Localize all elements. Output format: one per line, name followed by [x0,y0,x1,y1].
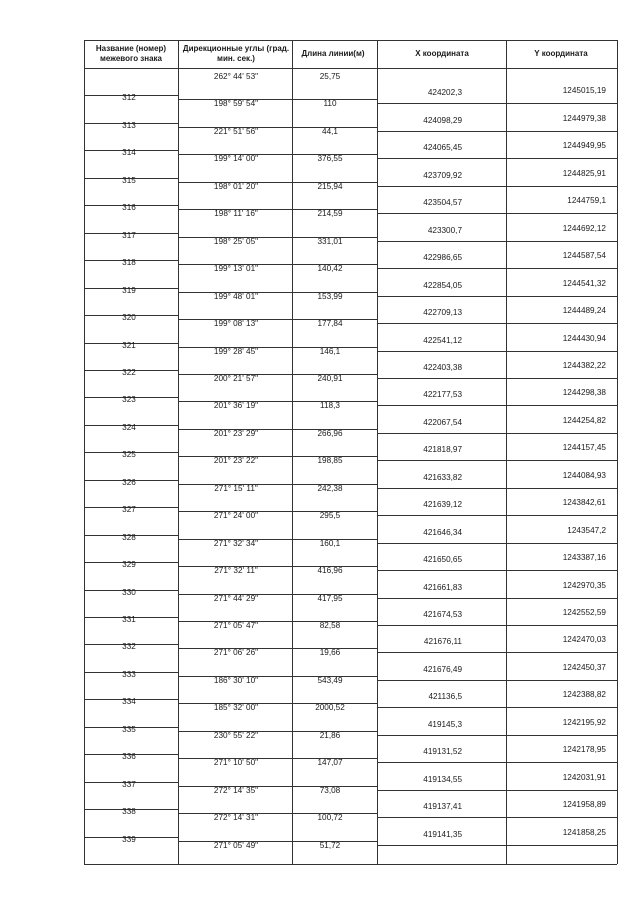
point-x: 422177,53 [423,390,462,399]
segment-length: 21,86 [319,731,341,740]
segment-length: 51,72 [319,841,341,850]
point-name: 327 [122,505,136,514]
point-name: 317 [122,231,136,240]
point-name: 337 [122,780,136,789]
grid-line [506,186,617,187]
point-x: 421136,5 [428,692,462,701]
point-y: 1244541,32 [562,279,606,288]
point-x: 422986,65 [423,253,462,262]
segment-length: 376,55 [317,154,343,163]
point-name: 313 [122,121,136,130]
point-x: 424065,45 [423,143,462,152]
point-x: 422067,54 [423,418,462,427]
grid-line [377,405,506,406]
point-name: 318 [122,258,136,267]
point-y: 1244825,91 [562,169,606,178]
grid-line [377,186,506,187]
point-name: 331 [122,615,136,624]
point-x: 419134,55 [423,775,462,784]
point-name: 322 [122,368,136,377]
grid-line [506,241,617,242]
point-y: 1243842,61 [562,498,606,507]
point-name: 332 [122,642,136,651]
point-y: 1245015,19 [562,86,606,95]
grid-line [506,268,617,269]
point-name: 339 [122,835,136,844]
segment-length: 160,1 [319,539,341,548]
point-name: 314 [122,148,136,157]
grid-line [377,817,506,818]
segment-length: 82,58 [319,621,341,630]
point-y: 1244382,22 [562,361,606,370]
grid-line [377,543,506,544]
point-name: 336 [122,752,136,761]
point-x: 421633,82 [423,473,462,482]
point-y: 1244084,93 [562,471,606,480]
segment-length: 266,96 [317,429,343,438]
grid-line [506,762,617,763]
segment-angle: 201° 23' 22" [213,456,259,465]
segment-angle: 262° 44' 53" [213,72,259,81]
grid-line [506,790,617,791]
segment-angle: 199° 13' 01" [213,264,259,273]
grid-line [506,488,617,489]
segment-angle: 271° 32' 34" [213,539,259,548]
point-x: 421676,11 [423,637,462,646]
segment-length: 146,1 [319,347,341,356]
segment-angle: 271° 06' 26" [213,648,259,657]
segment-angle: 199° 48' 01" [213,292,259,301]
header-name: Название (номер) межевого знака [95,44,167,63]
segment-length: 110 [323,99,337,108]
point-y: 1242388,82 [562,690,606,699]
point-x: 419131,52 [423,747,462,756]
point-name: 328 [122,533,136,542]
grid-line [506,351,617,352]
grid-line [377,131,506,132]
point-name: 335 [122,725,136,734]
point-name: 315 [122,176,136,185]
grid-line [377,570,506,571]
segment-length: 331,01 [317,237,343,246]
point-x: 421639,12 [423,500,462,509]
segment-length: 198,85 [317,456,343,465]
segment-length: 295,5 [319,511,341,520]
segment-angle: 271° 05' 49" [213,841,259,850]
point-x: 423300,7 [427,226,462,235]
point-y: 1243547,2 [567,526,606,535]
segment-length: 147,07 [317,758,343,767]
point-x: 423504,57 [423,198,462,207]
segment-angle: 271° 32' 11" [214,566,258,575]
segment-angle: 198° 59' 54" [213,99,259,108]
header-y: Y координата [534,49,588,58]
point-y: 1244298,38 [562,388,606,397]
grid-line [506,213,617,214]
segment-angle: 201° 23' 29" [213,429,259,438]
header-angle: Дирекционные углы (град. мин. сек.) [182,44,290,63]
point-x: 421676,49 [423,665,462,674]
grid-line [506,378,617,379]
grid-line [506,405,617,406]
point-y: 1241858,25 [562,828,606,837]
segment-angle: 271° 10' 50" [213,758,259,767]
point-name: 330 [122,588,136,597]
segment-length: 242,38 [317,484,343,493]
grid-line [506,323,617,324]
segment-length: 177,84 [317,319,343,328]
point-x: 421818,97 [423,445,462,454]
point-name: 324 [122,423,136,432]
point-x: 422854,05 [423,281,462,290]
point-y: 1242470,03 [562,635,606,644]
point-y: 1242178,95 [562,745,606,754]
point-y: 1243387,16 [562,553,606,562]
grid-line [506,817,617,818]
point-x: 424202,3 [427,88,462,97]
grid-line [377,296,506,297]
segment-length: 44,1 [322,127,338,136]
point-name: 325 [122,450,136,459]
grid-line [377,103,506,104]
point-y: 1242195,92 [562,718,606,727]
grid-line [377,378,506,379]
segment-length: 240,91 [317,374,343,383]
point-y: 1242970,35 [562,581,606,590]
segment-length: 100,72 [317,813,343,822]
grid-line [377,433,506,434]
point-x: 423709,92 [423,171,462,180]
point-y: 1244692,12 [562,224,606,233]
grid-line [377,460,506,461]
point-name: 338 [122,807,136,816]
segment-angle: 230° 55' 22" [213,731,259,740]
segment-length: 214,59 [317,209,343,218]
point-y: 1244979,38 [562,114,606,123]
grid-line [377,598,506,599]
segment-length: 416,96 [317,566,343,575]
grid-line [84,40,617,41]
grid-line [377,625,506,626]
grid-line [377,762,506,763]
point-y: 1244157,45 [562,443,606,452]
point-y: 1244587,54 [562,251,606,260]
segment-angle: 271° 15' 11" [214,484,258,493]
grid-line [377,735,506,736]
grid-line [617,40,618,864]
point-x: 421661,83 [423,583,462,592]
grid-line [506,433,617,434]
point-name: 334 [122,697,136,706]
grid-line [377,652,506,653]
segment-length: 140,42 [317,264,343,273]
segment-length: 215,94 [317,182,343,191]
grid-line [377,515,506,516]
segment-angle: 186° 30' 10" [213,676,259,685]
grid-line [377,790,506,791]
grid-line [506,515,617,516]
grid-line [506,570,617,571]
point-x: 419141,35 [423,830,462,839]
point-x: 424098,29 [423,116,462,125]
grid-line [377,488,506,489]
point-x: 422709,13 [423,308,462,317]
grid-line [506,460,617,461]
grid-line [84,68,617,69]
grid-line [506,680,617,681]
point-x: 421674,53 [423,610,462,619]
point-name: 316 [122,203,136,212]
point-y: 1242552,59 [562,608,606,617]
segment-angle: 198° 01' 20" [213,182,259,191]
grid-line [377,158,506,159]
segment-length: 19,66 [319,648,341,657]
grid-line [506,652,617,653]
header-length: Длина линии(м) [301,49,365,58]
segment-length: 118,3 [320,401,340,410]
segment-length: 417,95 [317,594,343,603]
segment-length: 153,99 [317,292,343,301]
grid-line [506,131,617,132]
grid-line [377,241,506,242]
grid-line [377,323,506,324]
point-y: 1244949,95 [562,141,606,150]
point-x: 421650,65 [423,555,462,564]
grid-line [506,845,617,846]
header-x: X координата [415,49,469,58]
grid-line [506,735,617,736]
segment-angle: 198° 25' 05" [213,237,259,246]
point-x: 419145,3 [427,720,462,729]
grid-line [377,268,506,269]
grid-line [506,707,617,708]
grid-line [377,213,506,214]
grid-line [506,543,617,544]
grid-line [178,40,179,864]
segment-angle: 199° 08' 13" [213,319,259,328]
grid-line [506,296,617,297]
point-x: 422541,12 [423,336,462,345]
point-y: 1241958,89 [562,800,606,809]
segment-angle: 221° 51' 56" [213,127,259,136]
point-y: 1244489,24 [562,306,606,315]
point-name: 319 [122,286,136,295]
point-x: 421646,34 [423,528,462,537]
point-x: 419137,41 [423,802,462,811]
point-name: 333 [122,670,136,679]
segment-angle: 199° 14' 00" [213,154,259,163]
segment-angle: 201° 36' 19" [213,401,259,410]
segment-angle: 199° 28' 45" [213,347,259,356]
point-name: 312 [122,93,136,102]
grid-line [377,707,506,708]
segment-length: 2000,52 [315,703,345,712]
segment-angle: 271° 05' 47" [213,621,259,630]
segment-length: 73,08 [319,786,341,795]
grid-line [506,598,617,599]
grid-line [506,103,617,104]
grid-line [377,351,506,352]
point-name: 326 [122,478,136,487]
point-x: 422403,38 [423,363,462,372]
grid-line [506,625,617,626]
point-y: 1244254,82 [562,416,606,425]
segment-length: 25,75 [319,72,341,81]
segment-angle: 185° 32' 00" [213,703,259,712]
segment-length: 543,49 [317,676,343,685]
point-name: 321 [122,341,136,350]
segment-angle: 271° 44' 29" [213,594,259,603]
segment-angle: 272° 14' 35" [213,786,259,795]
grid-line [506,158,617,159]
segment-angle: 198° 11' 16" [214,209,258,218]
segment-angle: 272° 14' 31" [213,813,259,822]
segment-angle: 271° 24' 00" [213,511,259,520]
grid-line [84,864,617,865]
point-y: 1242450,37 [562,663,606,672]
point-y: 1242031,91 [562,773,606,782]
point-name: 323 [122,395,136,404]
point-y: 1244759,1 [567,196,606,205]
segment-angle: 200° 21' 57" [213,374,259,383]
point-name: 320 [122,313,136,322]
grid-line [377,845,506,846]
point-y: 1244430,94 [562,334,606,343]
point-name: 329 [122,560,136,569]
grid-line [377,680,506,681]
